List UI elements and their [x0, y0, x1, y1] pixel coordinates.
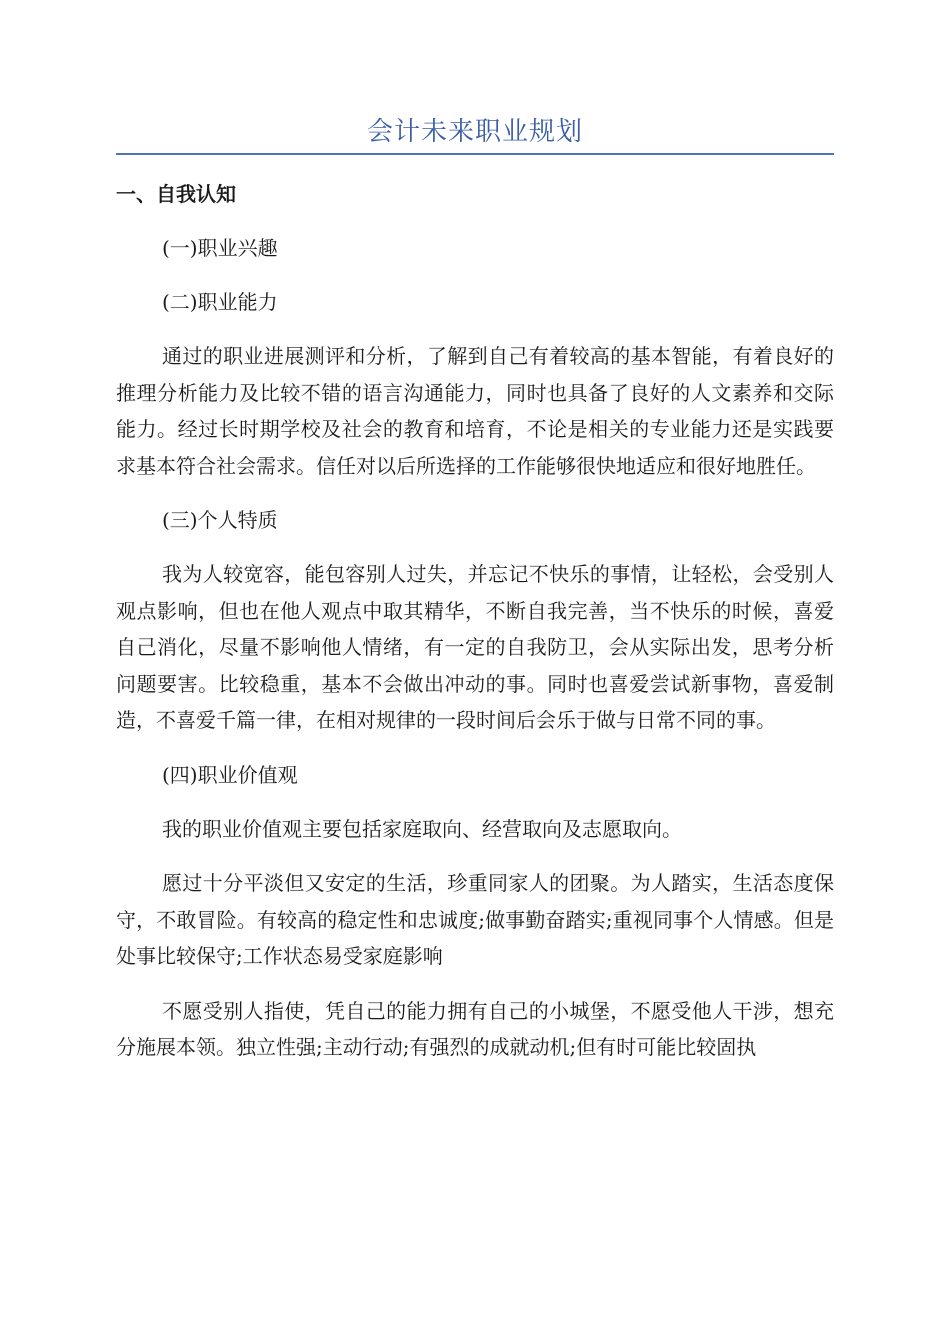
- paragraph-values: 我的职业价值观主要包括家庭取向、经营取向及志愿取向。: [162, 816, 682, 841]
- document-body: [116, 176, 834, 1084]
- title-underline: [116, 153, 834, 155]
- subheading-career-interest: (一)职业兴趣: [162, 236, 278, 260]
- section-heading-self-awareness: 一、自我认知: [116, 182, 236, 206]
- paragraph-family-orientation: 愿过十分平淡但又安定的生活，珍重同家人的团聚。为人踏实，生活态度保守，不敢冒险。有较高的稳定性和忠诚度;做事勤奋踏实;重视同事个人情感。但是处事比较保守;工作状态易受家庭影响: [116, 871, 834, 968]
- subheading-career-ability: (二)职业能力: [162, 290, 278, 314]
- subheading-career-values: (四)职业价值观: [162, 762, 298, 787]
- subheading-personal-traits: (三)个人特质: [162, 508, 278, 532]
- paragraph-independence: 不愿受别人指使，凭自己的能力拥有自己的小城堡，不愿受他人干涉，想充分施展本领。独立性强;主动行动;有强烈的成就动机;但有时可能比较固执: [116, 998, 834, 1059]
- paragraph-ability: 通过的职业进展测评和分析，了解到自己有着较高的基本智能，有着良好的推理分析能力及比较不错的语言沟通能力，同时也具备了良好的人文素养和交际能力。经过长时期学校及社会的教育和培育，不论是相关的专业能力还是实践要求基本符合社会需求。信任对以后所选择的工作能够很快地适应和很好地胜任。: [116, 344, 834, 478]
- document-title: 会计未来职业规划: [366, 117, 583, 147]
- paragraph-traits: 我为人较宽容，能包容别人过失，并忘记不快乐的事情，让轻松，会受别人观点影响，但也在他人观点中取其精华，不断自我完善，当不快乐的时候，喜爱自己消化，尽量不影响他人情绪，有一定的自我防卫，会从实际出发，思考分析问题要害。比较稳重，基本不会做出冲动的事。同时也喜爱尝试新事物，喜爱制造，不喜爱千篇一律，在相对规律的一段时间后会乐于做与日常不同的事。: [116, 562, 834, 732]
